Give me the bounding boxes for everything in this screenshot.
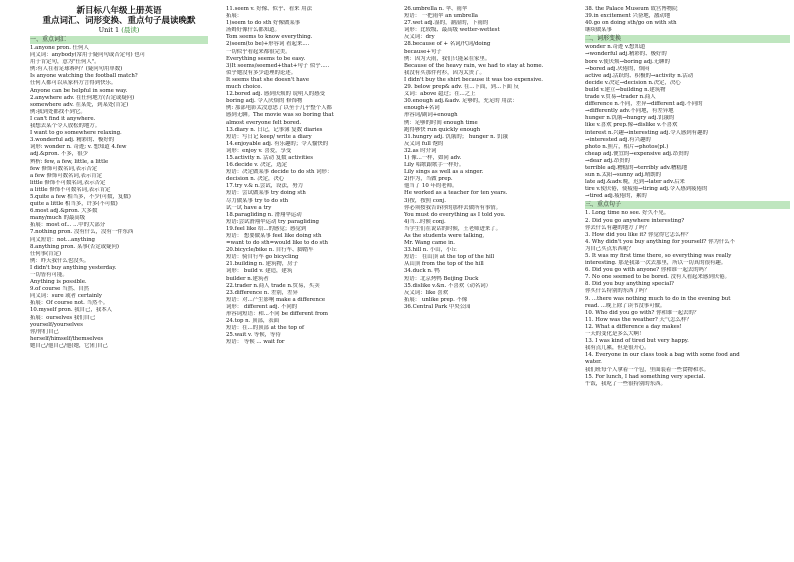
vocab-line: 16.decide v. 决定，选定 bbox=[226, 162, 288, 169]
sentence-line: 8. Did you buy anything special? bbox=[585, 281, 674, 288]
vocab-line: =want to do sth=would like to do sth bbox=[226, 240, 328, 247]
sentence-line: 9. ...there was nothing much to do in the evening but bbox=[585, 295, 731, 302]
vocab-line: 词形：enjoy v. 喜爱，享受 bbox=[226, 147, 292, 154]
vocab-line: quite a little 相当多，许多(不可数) bbox=[30, 201, 118, 208]
sentence-line: 1. Long time no see. 好久不见。 bbox=[585, 210, 670, 217]
column-4 bbox=[585, 6, 790, 388]
vocab-line: because+句子 bbox=[404, 48, 442, 55]
vocab-line: 27.wet adj.湿的，潮湿的，下雨的 bbox=[404, 20, 489, 27]
vocab-line: Lily sings as well as a singer. bbox=[404, 169, 484, 176]
sentence-line: 7. No one seemed to be bored. 没有人看起来感到厌倦。 bbox=[585, 274, 730, 281]
vocab-line: 用于肯定句，意为"任何人"。 bbox=[30, 59, 100, 66]
vocab-line: 短语：写日记 keep/ write a diary bbox=[226, 133, 312, 140]
vocab-line: 短语：骑自行车 go bicycling bbox=[226, 254, 299, 261]
vocab-line: 1)seem to do sth 好像做某事 bbox=[226, 20, 301, 27]
vocab-line: Mr. Wang came in. bbox=[404, 240, 456, 247]
transform-line: photo n.照片，相片→photos(pl.) bbox=[585, 143, 669, 150]
vocab-line: 她自己/他自己/他(她，它)们自己 bbox=[30, 342, 108, 349]
vocab-line: Anyone can be helpful in some way. bbox=[30, 87, 128, 94]
vocab-line: 34.duck n. 鸭 bbox=[404, 268, 440, 275]
sentence-line: 2. Did you go anywhere interesting? bbox=[585, 217, 685, 224]
vocab-line: 12.bored adj. 感到厌烦的 说明人的感受 bbox=[226, 91, 325, 98]
vocab-line: 短语： 想要做某事 feel like doing sth bbox=[226, 233, 322, 239]
vocab-line: 例：因为天雨，我们只能呆在家里。 bbox=[404, 55, 491, 62]
vocab-line: 义词：above 超过；在...之上 bbox=[404, 91, 476, 98]
vocab-line: 4)当...时候 conj. bbox=[404, 218, 446, 225]
sentence-line: 为自己买点东西呢？ bbox=[585, 245, 634, 252]
vocab-line: almost everyone felt bored. bbox=[226, 119, 302, 126]
vocab-line: 22.trader n.商人 trade n.贸易，买卖 bbox=[226, 282, 320, 289]
vocab-line: 当学生们在说话的时候，王老师进来了。 bbox=[404, 225, 502, 232]
vocab-line: 31.hungry adj. 饥饿的； hunger n. 饥饿 bbox=[404, 133, 508, 140]
vocab-line: 短语： 等候 ... wait for bbox=[226, 339, 285, 346]
transform-line: →interested adj.有兴趣的 bbox=[585, 136, 651, 143]
vocab-line: yourself/yourselves bbox=[30, 321, 83, 328]
vocab-line: a few 修饰可数名词,表示肯定 bbox=[30, 172, 103, 179]
vocab-line: herself/himself/themselves bbox=[30, 335, 104, 342]
transform-line: trade v.贸易→trader n.商人 bbox=[585, 94, 656, 101]
vocab-line: 11.seem v. 好像、似乎、看来 用法 bbox=[226, 6, 312, 12]
sentence-line: 3. How did you like it? 你觉得它怎么样？ bbox=[585, 231, 692, 238]
vocab-line: 3.wonderful adj. 精彩的、极好的 bbox=[30, 137, 115, 144]
vocab-line: 33.hill n. 小山，小丘 bbox=[404, 247, 457, 254]
vocab-line: 你/你们自己 bbox=[30, 328, 59, 335]
transform-line: →bored adj.厌倦的，烦闷 bbox=[585, 65, 650, 72]
vocab-line: 尽力做某事 try to do sth bbox=[226, 197, 289, 204]
vocab-line: 拓展：Of course not. 当然不。 bbox=[30, 300, 109, 307]
vocab-line: 同义词：sure 或者 certainly bbox=[30, 293, 102, 300]
vocab-line: adj.&pron. 不多，很少 bbox=[30, 151, 88, 158]
page-subtitle: 重点词汇、词形变换、重点句子晨读晚默 bbox=[42, 16, 196, 26]
vocab-line: 18.paragliding n. 滑翔伞运动 bbox=[226, 211, 302, 218]
unit-heading bbox=[30, 26, 208, 35]
vocab-line: 32.as 时介词 bbox=[404, 147, 437, 154]
vocab-line: 13.diary n. 日记，记事簿 复数 diaries bbox=[226, 126, 323, 133]
vocab-line: You must do everything as I told you. bbox=[404, 211, 506, 218]
vocab-line: 2.anywhere adv. 在任何地方(否定或疑问) bbox=[30, 94, 135, 101]
vocab-line: 拓展：ourselves 我们自己 bbox=[30, 314, 96, 321]
column-3 bbox=[404, 6, 576, 311]
transform-line: cheap adj.便宜的→expensive adj.昂贵的 bbox=[585, 150, 689, 157]
vocab-line: 任何人都可以从家科方言得到快乐。 bbox=[30, 80, 117, 87]
vocab-line: 39.in excitement 兴奋地，激动地 bbox=[585, 13, 671, 20]
vocab-line: 20.bicycle/bike n. 自行车、脚踏车 bbox=[226, 247, 314, 254]
vocab-line: 试一试 have a try bbox=[226, 204, 272, 211]
vocab-line: 36.Central Park 中央公园 bbox=[404, 303, 471, 310]
transform-line: hunger n.饥饿→hungry adj.饥饿的 bbox=[585, 115, 675, 122]
vocab-line: 感到无聊。The movie was so boring that bbox=[226, 112, 334, 119]
vocab-line: 一切皆有可能。 bbox=[30, 272, 68, 278]
sentence-line: 11. How was the weather? 天气怎么样？ bbox=[585, 316, 692, 323]
vocab-line: a little 修饰不可数名词,表示肯定 bbox=[30, 186, 111, 193]
column-1 bbox=[30, 6, 208, 350]
vocab-line: 短语:尝试滑翔伞运动 try paragliding bbox=[226, 218, 319, 225]
vocab-line: 短语：对...产生影响 make a difference bbox=[226, 296, 326, 303]
vocab-line: 任何事(肯定) bbox=[30, 250, 62, 257]
column-2 bbox=[226, 6, 396, 347]
vocab-line: 短语：在...的顶部 at the top of bbox=[226, 325, 305, 332]
vocab-line: 25.wait v. 等候，等待 bbox=[226, 332, 281, 339]
transform-line: late adj.&adv.晚，迟到→later adv.后来 bbox=[585, 179, 685, 186]
vocab-line: builder n.建筑者 bbox=[226, 275, 269, 282]
sentence-line: 我有点儿累，但是很开心。 bbox=[585, 345, 650, 352]
sentence-line: read. ...晚上除了读书没事可做。 bbox=[585, 302, 666, 309]
section-vocab-heading: 一、重点词汇 bbox=[30, 36, 208, 44]
vocab-line: 反义词：like 喜欢 bbox=[404, 289, 448, 296]
vocab-line: somewhere adv. 在某处，到某处(肯定) bbox=[30, 101, 129, 108]
sentence-line: water. bbox=[585, 359, 602, 366]
vocab-line: Everything seems to be easy. bbox=[226, 55, 306, 62]
vocab-line: 短语：尝试做某事 try doing sth bbox=[226, 190, 306, 197]
vocab-line: 跑得够快 run quickly enough bbox=[404, 126, 481, 133]
vocab-line: 同义词：anybody(常用于疑问句或否定句) 也可 bbox=[30, 52, 146, 59]
vocab-line: 2)作为，当做 prep. bbox=[404, 176, 453, 183]
vocab-line: enough+名词 bbox=[404, 105, 440, 112]
transform-line: difference n.不同，差异→different adj.不同的 bbox=[585, 101, 703, 108]
vocab-line: 38. the Palace Museum 故宫博物院 bbox=[585, 6, 678, 12]
vocab-line: 19.feel like 给...的感觉；感觉到 bbox=[226, 225, 307, 232]
vocab-line: 形容词/副词+enough bbox=[404, 112, 458, 119]
sentence-line: 5. It was my first time there, so everything was really bbox=[585, 253, 732, 259]
vocab-line: 继续做某事 bbox=[585, 27, 612, 34]
vocab-line: I want to go somewhere relaxing. bbox=[30, 130, 122, 137]
vocab-line: 短语： 在山顶 at the top of the hill bbox=[404, 254, 495, 261]
vocab-line: 26.umbrella n. 伞、雨伞 bbox=[404, 6, 468, 12]
vocab-line: 15.activity n. 活动 复数 activities bbox=[226, 154, 314, 161]
vocab-line: decision n. 决定，决心 bbox=[226, 176, 285, 183]
sentence-line: 6. Did you go with anyone? 你和谁一起去的吗？ bbox=[585, 267, 710, 274]
vocab-line: 例：足够的时间 enough time bbox=[404, 119, 478, 126]
vocab-line: 9.of course 当然、自然 bbox=[30, 286, 90, 293]
transform-line: →dear adj.昂贵的 bbox=[585, 157, 630, 164]
sentence-line: 我们班每个人拿着一个包，里面装着一些食物和水。 bbox=[585, 366, 709, 373]
sentence-line: 一天的变化是多么大啊！ bbox=[585, 331, 645, 338]
vocab-line: 35.dislike v.&n. 不喜欢（动名词） bbox=[404, 282, 492, 289]
transform-line: sun n.太阳→sunny adj.晴朗的 bbox=[585, 172, 662, 179]
transform-line: interest n.兴趣→interesting adj.令人感到有趣的 bbox=[585, 129, 708, 136]
vocab-line: 同义短语：not...anything bbox=[30, 236, 95, 243]
vocab-line: 辨析: few, a few, little, a little bbox=[30, 158, 109, 165]
transform-line: terrible adj.糟糕的→terribly adv.糟糕地 bbox=[585, 164, 688, 171]
vocab-line: 28.because of + 名词/代词/doing bbox=[404, 41, 491, 48]
vocab-line: 10.myself pron. 我自己，我本人 bbox=[30, 307, 113, 314]
unit-label: Unit 1 bbox=[98, 26, 120, 34]
transform-line: →tired adj.疲倦的，累的 bbox=[585, 193, 647, 200]
vocab-line: much choice. bbox=[226, 84, 263, 91]
vocab-line: Anything is possible. bbox=[30, 279, 87, 286]
vocab-line: little 修饰不可数名词,表示否定 bbox=[30, 179, 106, 186]
sentence-line: 15. For lunch, I had something very special. bbox=[585, 373, 706, 380]
vocab-line: As the students were talking, bbox=[404, 233, 485, 239]
vocab-line: 词形： build v. 建造，建筑 bbox=[226, 268, 293, 275]
vocab-line: 反义词：dry bbox=[404, 34, 435, 41]
section-transform-heading: 二、词形变换 bbox=[585, 35, 790, 43]
transform-line: wonder n.奇迹 v.想知道 bbox=[585, 44, 646, 51]
vocab-line: I can't find it anywhere. bbox=[30, 115, 96, 122]
transform-line: →differently adv.不同地，有差异地 bbox=[585, 108, 674, 115]
sentence-line: 午饭，我吃了一些很特别的东西。 bbox=[585, 380, 666, 387]
vocab-line: 24.top n. 顶部，表面 bbox=[226, 318, 280, 325]
vocab-line: He worked as a teacher for ten years. bbox=[404, 190, 508, 197]
vocab-line: 词形: wonder n. 奇迹; v. 想知道 4.few bbox=[30, 144, 127, 151]
vocab-line: 1) 像...一样，如同 adv. bbox=[404, 154, 462, 161]
vocab-line: 我没有买那件衬衫，因为太贵了。 bbox=[404, 69, 485, 76]
sentence-line: 你买什么特别的东西了吗？ bbox=[585, 288, 650, 295]
vocab-line: Tom seems to know everything. bbox=[226, 34, 313, 41]
vocab-line: 例:有人在看足球赛吗？(疑问句用单数) bbox=[30, 66, 123, 73]
vocab-line: 6.most adj.&pron. 大多数 bbox=[30, 208, 98, 215]
vocab-line: Is anyone watching the football match? bbox=[30, 73, 138, 80]
vocab-line: 拓展：most of... ...中的大部分 bbox=[30, 222, 106, 229]
vocab-line: 8.anything pron. 某事(否定或疑问) bbox=[30, 243, 119, 250]
vocab-line: 我想去某个令人放松的地方。 bbox=[30, 123, 101, 130]
vocab-line: Lily 唱歌跟歌手一样好。 bbox=[404, 162, 465, 169]
sentence-line: 14. Everyone in our class took a bag with some food and bbox=[585, 352, 740, 359]
vocab-line: 17.try v.& n.尝试，设法，努力 bbox=[226, 183, 304, 190]
vocab-line: 29. below prep& adv. 在...下面，到...下面 反 bbox=[404, 84, 520, 91]
sentence-line: 12. What a difference a day makes! bbox=[585, 323, 682, 330]
vocab-line: 23.difference n. 差别，差异 bbox=[226, 289, 298, 296]
vocab-line: 短语： 一把雨伞 an umbrella bbox=[404, 13, 479, 20]
vocab-line: 30.enough adj.&adv. 足够的，充足的 用法： bbox=[404, 98, 518, 105]
sentence-line: interesting. 那是我第一次去那里，所以一切真的很有趣。 bbox=[585, 260, 727, 267]
vocab-line: 一切似乎看起来都很完美。 bbox=[226, 48, 291, 55]
page-title: 新目标八年级上册英语 bbox=[76, 6, 162, 16]
section-sentences-heading: 三、重点句子 bbox=[585, 201, 790, 209]
vocab-line: 拓展： bbox=[226, 13, 243, 20]
vocab-line: 5.quite a few 相当多，不少(可数，复数) bbox=[30, 193, 131, 200]
vocab-line: few 修饰可数名词,表示否定 bbox=[30, 165, 98, 172]
vocab-line: 似乎她没有多少道理的论述。 bbox=[226, 69, 297, 76]
sentence-line: 10. Who did you go with? 你和谁一起去的？ bbox=[585, 309, 700, 316]
vocab-line: 他当了 10 年的老师。 bbox=[404, 183, 458, 190]
transform-line: decide v.决定→decision n.决定，决心 bbox=[585, 79, 681, 86]
vocab-line: 词形：比较级、最高级 wetter-wettest bbox=[404, 27, 500, 34]
vocab-line: 短语：决定做某事 decide to do sth 词形： bbox=[226, 169, 333, 176]
vocab-line: 词形： different adj. 不同的 bbox=[226, 303, 298, 310]
vocab-line: I didn't buy the shirt because it was too expensive. bbox=[404, 76, 544, 83]
transform-line: active adj.活跃的、积极的→activity n.活动 bbox=[585, 72, 694, 79]
vocab-line: boring adj. 令人厌烦的 修饰物 bbox=[226, 98, 303, 105]
vocab-line: many/much 的最高级 bbox=[30, 215, 86, 222]
vocab-line: 你必须按我告诉你的那样去做所有事情。 bbox=[404, 204, 502, 211]
transform-line: like v.喜欢 prep.像→dislike v.不喜欢 bbox=[585, 122, 678, 129]
transform-line: bore v.使厌烦→boring adj.无聊的 bbox=[585, 58, 670, 65]
vocab-line: 3)按，按照 conj. bbox=[404, 197, 446, 204]
vocab-line: 拓展： unlike prep. 不像 bbox=[404, 296, 468, 303]
vocab-line: 从山顶 from the top of the hill bbox=[404, 261, 484, 268]
vocab-line: 1.anyone pron. 任何人 bbox=[30, 45, 89, 51]
vocab-line: 21.building n. 建筑物，房子 bbox=[226, 261, 298, 268]
transform-line: build v.建立→building n.建筑物 bbox=[585, 86, 666, 93]
sentence-line: 4. Why didn't you buy anything for yourself? 你为什么不 bbox=[585, 238, 736, 245]
transform-line: →wonderful adj.精彩的、极好的 bbox=[585, 51, 667, 58]
sentence-line: 13. I was kind of tired but very happy. bbox=[585, 338, 689, 345]
vocab-line: I didn't buy anything yesterday. bbox=[30, 264, 117, 271]
vocab-line: 例: 那部电影太没意思了以至于几乎整个人都 bbox=[226, 105, 332, 112]
unit-tag: (晨读) bbox=[121, 26, 140, 34]
vocab-line: It seems that she doesn't have bbox=[226, 76, 310, 83]
vocab-line: 40.go on doing sth/go on with sth bbox=[585, 20, 677, 27]
sentence-line: 你去什么有趣的地方了吗？ bbox=[585, 224, 650, 231]
vocab-line: 2)seem(to be)+形容词 看起来.... bbox=[226, 41, 310, 48]
vocab-line: Because of the heavy rain, we had to stay at home. bbox=[404, 62, 544, 69]
vocab-line: 反义词 full 饱的 bbox=[404, 140, 444, 147]
vocab-line: 短语：北京烤鸭 Beijing Duck bbox=[404, 275, 479, 282]
vocab-line: 汤姆好像什么都知道。 bbox=[226, 27, 280, 34]
vocab-line: 3)It seems/seemed+that+句子 似乎..... bbox=[226, 62, 330, 69]
vocab-line: 形容词短语：和...不同 be different from bbox=[226, 311, 328, 318]
vocab-line: 例:我到处都找不到它。 bbox=[30, 108, 86, 115]
transform-line: tire v.使厌倦，使疲倦→tiring adj.令人感到疲倦的 bbox=[585, 186, 708, 193]
vocab-line: 例：昨天我什么也没买。 bbox=[30, 257, 90, 264]
vocab-line: 7.nothing pron. 没有什么，没有一件东西 bbox=[30, 229, 134, 236]
vocab-line: 14.enjoyable adj. 有乐趣的；令人愉快的 bbox=[226, 140, 329, 147]
